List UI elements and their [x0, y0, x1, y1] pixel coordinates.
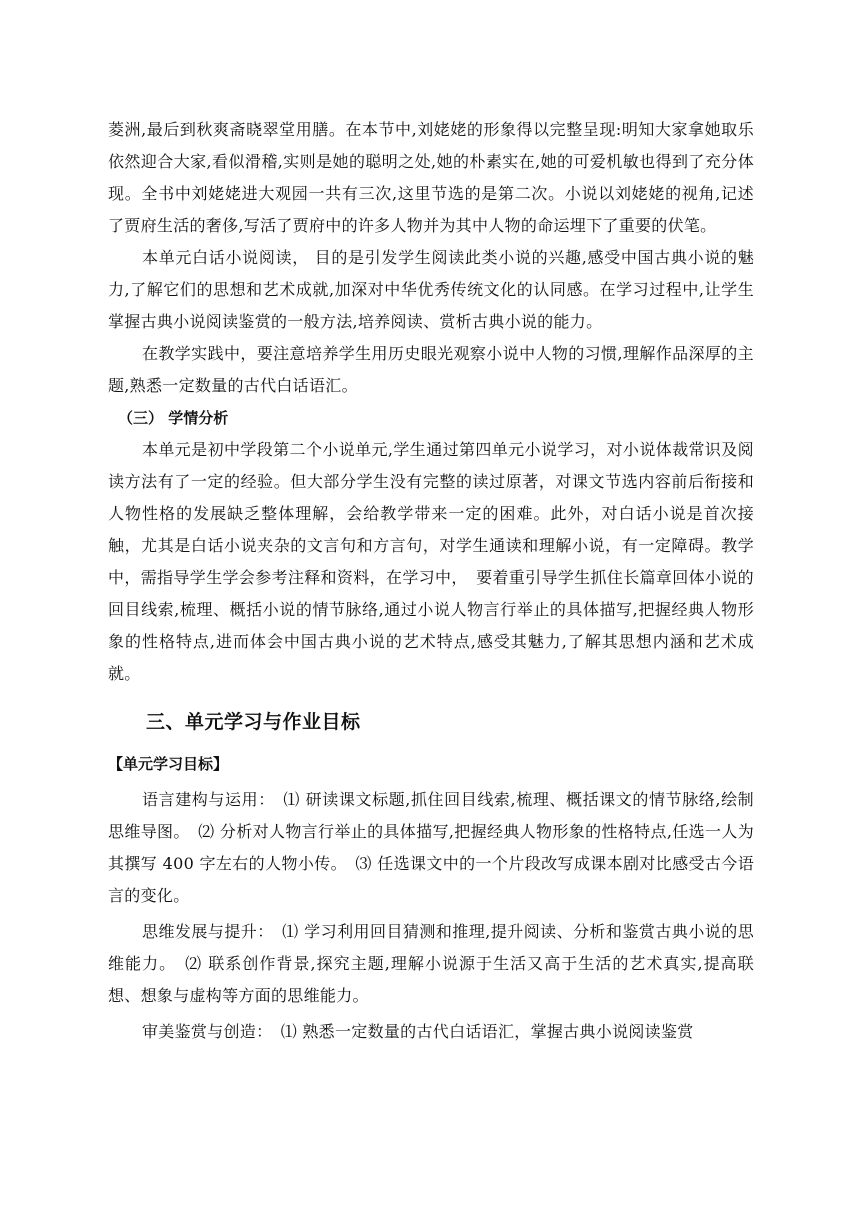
- paragraph-intro-continued: 菱洲,最后到秋爽斋晓翠堂用膳。在本节中,刘姥姥的形象得以完整呈现:明知大家拿她取乐依然迎合大家,看似滑稽,实则是她的聪明之处,她的朴素实在,她的可爱机敏也得到了充分体现。全书中刘姥姥进大观园一共有三次,这里节选的是第二次。小说以刘姥姥的视角,记述了贾府生活的奢侈,写活了贾府中的许多人物并为其中人物的命运埋下了重要的伏笔。: [108, 120, 754, 235]
- section-heading-unit-goals: 三、单元学习与作业目标: [146, 711, 361, 733]
- paragraph-aesthetic-goal: 审美鉴赏与创造： ⑴ 熟悉一定数量的古代白话语汇，掌握古典小说阅读鉴赏: [142, 1022, 694, 1041]
- paragraph-teaching-practice: 在教学实践中，要注意培养学生用历史眼光观察小说中人物的习惯,理解作品深厚的主题,熟悉一定数量的古代白话语汇。: [108, 344, 754, 395]
- page-content: [108, 114, 754, 1048]
- paragraph-language-goal: 语言建构与运用： ⑴ 研读课文标题,抓住回目线索,梳理、概括课文的情节脉络,绘制思维导图。 ⑵ 分析对人物言行举止的具体描写,把握经典人物形象的性格特点,任选一人为其撰写 400 字左右的人物小传。 ⑶ 任选课文中的一个片段改写成课本剧对比感受古今语言的变化。: [108, 790, 754, 905]
- paragraph-unit-purpose: 本单元白话小说阅读， 目的是引发学生阅读此类小说的兴趣,感受中国古典小说的魅力,了解它们的思想和艺术成就,加深对中华优秀传统文化的认同感。在学习过程中,让学生掌握古典小说阅读鉴赏的一般方法,培养阅读、赏析古典小说的能力。: [108, 248, 754, 331]
- paragraph-learning-analysis: 本单元是初中学段第二个小说单元,学生通过第四单元小说学习，对小说体裁常识及阅读方法有了一定的经验。但大部分学生没有完整的读过原著，对课文节选内容前后衔接和人物性格的发展缺乏整体理解，会给教学带来一定的困难。此外，对白话小说是首次接触，尤其是白话小说夹杂的文言句和方言句，对学生通读和理解小说，有一定障碍。教学中，需指导学生学会参考注释和资料，在学习中， 要着重引导学生抓住长篇章回体小说的回目线索,梳理、概括小说的情节脉络,通过小说人物言行举止的具体描写,把握经典人物形象的性格特点,进而体会中国古典小说的艺术特点,感受其魅力,了解其思想内涵和艺术成就。: [108, 440, 754, 683]
- paragraph-thinking-goal: 思维发展与提升： ⑴ 学习利用回目猜测和推理,提升阅读、分析和鉴赏古典小说的思维能力。 ⑵ 联系创作背景,探究主题,理解小说源于生活又高于生活的艺术真实,提高联想、想象与虚构等方面的思维能力。: [108, 922, 754, 1005]
- subsection-heading-learning-analysis: （三） 学情分析: [118, 409, 229, 427]
- unit-goals-label: 【单元学习目标】: [108, 755, 229, 773]
